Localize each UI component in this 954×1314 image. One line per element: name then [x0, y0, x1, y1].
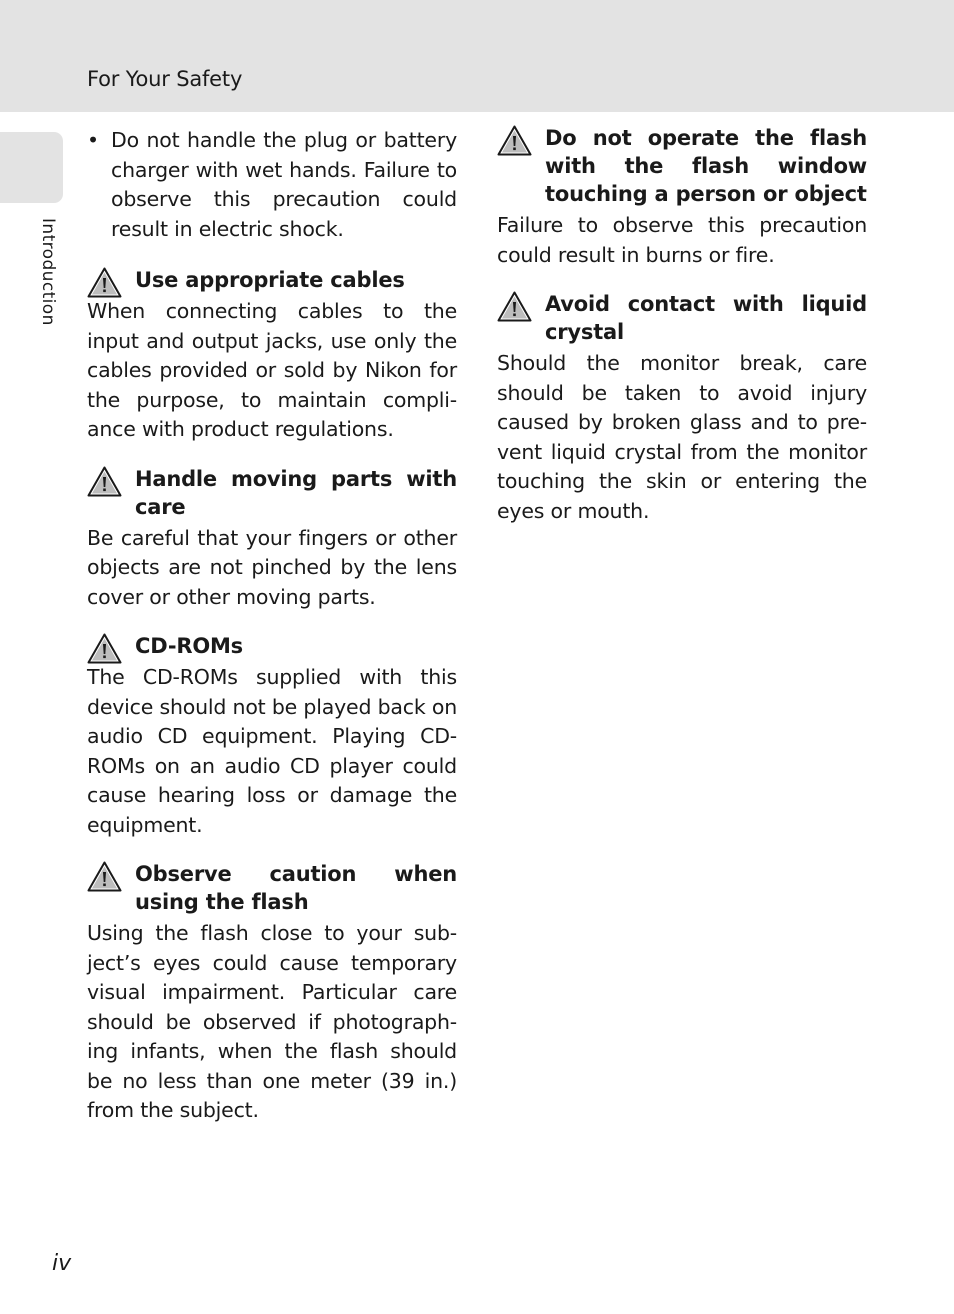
chapter-tab-label: Introduction	[38, 218, 58, 326]
warning-triangle-icon	[87, 861, 122, 892]
section-heading	[497, 124, 867, 208]
section-body: The CD-ROMs supplied with this device should not be played back on audio CD equipment. Playing CD-ROMs on an audio CD player could cause hearing loss or damage the equipment.	[87, 665, 457, 837]
section-heading	[87, 465, 457, 521]
warning-triangle-icon	[87, 267, 122, 298]
section-heading-text: CD-ROMs	[135, 634, 243, 658]
section-body: Should the monitor break, care should be taken to avoid injury caused by broken glass and to pre-vent liquid crystal from the monitor touching the skin or entering the eyes or mouth.	[497, 351, 867, 523]
section-heading-text: Observe caution when using the flash	[135, 862, 457, 914]
chapter-tab	[0, 132, 63, 203]
section-heading	[87, 266, 457, 294]
section-heading-text: Avoid contact with liquid crystal	[545, 292, 867, 344]
safety-section-cd-roms	[87, 632, 457, 840]
section-heading-text: Handle moving parts with care	[135, 466, 457, 519]
warning-triangle-icon	[497, 125, 532, 156]
bullet-marker: •	[87, 128, 99, 152]
section-body: Be careful that your fingers or other objects are not pinched by the lens cover or other moving parts.	[87, 525, 457, 609]
warning-triangle-icon	[87, 633, 122, 664]
safety-section-flash-caution	[87, 860, 457, 1126]
safety-section-moving-parts	[87, 465, 457, 613]
safety-section-cables	[87, 266, 457, 445]
right-column	[497, 124, 867, 546]
bullet-item	[87, 126, 457, 244]
bullet-text: Do not handle the plug or battery charger with wet hands. Failure to observe this precaution could result in electric shock.	[111, 128, 457, 241]
section-body: Using the flash close to your sub-ject’s eyes could cause temporary visual impairment. Particular care should be observed if photograph-ing infants, when the flash should be no less than one meter (39 in.) from the subject.	[87, 921, 457, 1122]
section-body: When connecting cables to the input and output jacks, use only the cables provided or sold by Nikon for the purpose, to maintain compli-ance with product regulations.	[87, 299, 457, 441]
left-column	[87, 124, 457, 1146]
section-heading-text: Do not operate the flash with the flash window touching a person or object	[545, 126, 867, 206]
section-body: Failure to observe this precaution could result in burns or fire.	[497, 213, 867, 267]
section-heading	[87, 632, 457, 660]
warning-triangle-icon	[87, 466, 122, 497]
page-number: iv	[52, 1251, 72, 1276]
page-header	[0, 0, 954, 112]
section-heading	[87, 860, 457, 916]
warning-triangle-icon	[497, 291, 532, 322]
section-heading-text: Use appropriate cables	[135, 268, 405, 292]
page-header-title: For Your Safety	[87, 67, 243, 91]
safety-section-flash-window	[497, 124, 867, 270]
section-heading	[497, 290, 867, 346]
safety-section-liquid-crystal	[497, 290, 867, 526]
